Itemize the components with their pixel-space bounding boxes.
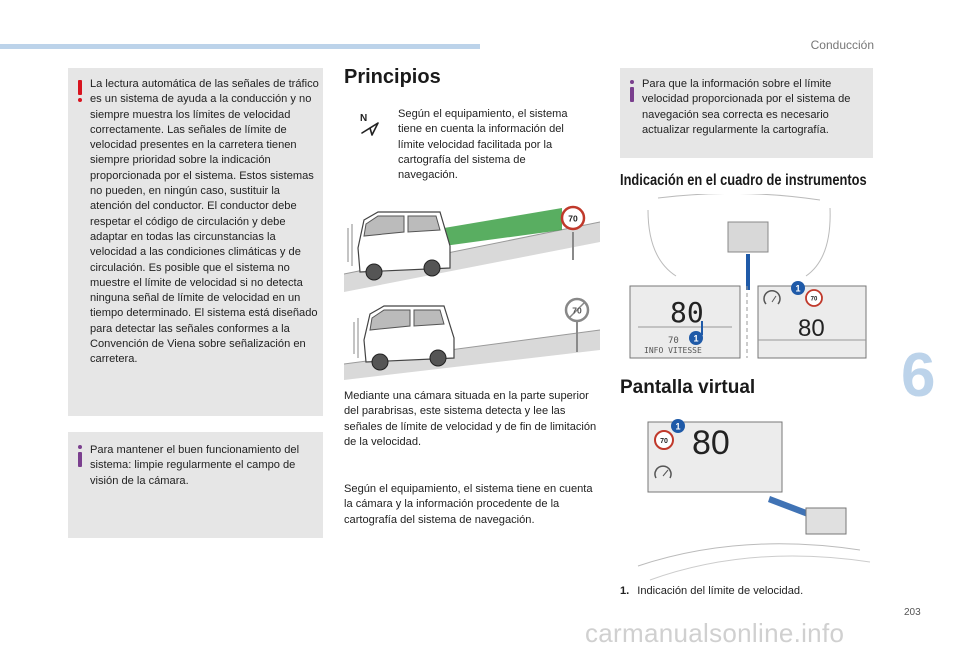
header-bar xyxy=(0,44,480,49)
warning-icon-dot xyxy=(78,98,82,102)
watermark: carmanualsonline.info xyxy=(585,618,845,648)
legend-text: Indicación del límite de velocidad. xyxy=(637,585,804,597)
heading-principios: Principios xyxy=(344,66,441,88)
svg-text:1: 1 xyxy=(675,421,681,432)
info-icon-2 xyxy=(630,87,634,102)
svg-text:70: 70 xyxy=(668,336,679,346)
info-box-camera xyxy=(68,432,323,538)
virtual-display-illustration xyxy=(620,416,875,584)
svg-text:70: 70 xyxy=(810,296,818,303)
svg-text:80: 80 xyxy=(670,296,704,329)
heading-virtual: Pantalla virtual xyxy=(620,377,756,398)
warning-box xyxy=(68,68,323,416)
legend-number: 1. xyxy=(620,585,630,597)
sign-value: 70 xyxy=(568,213,578,224)
info-icon-dot-2 xyxy=(630,80,634,84)
heading-cluster: Indicación en el cuadro de instrumentos xyxy=(620,172,867,189)
page-number: 203 xyxy=(904,607,921,618)
van-illustration-bottom xyxy=(344,294,600,380)
info-text-cartography: Para que la información sobre el límite velocidad proporcionada por el sistema de navegación sea correcta es necesario actualizar regularmente la cartografía. xyxy=(642,78,851,136)
warning-text: La lectura automática de las señales de tráfico es un sistema de ayuda a la conducción y no siempre muestra los límites de velocidad correctamente. Las señales de límite de velocidad presentes en la carretera tienen siempre prioridad sobre la indicación proporcionada por el sistema. Estos sistemas no pueden, en ningún caso, sustituir la atención del conductor. El conductor debe respetar el código de circulación y debe adaptar en todas las circunstancias la velocidad a las condiciones climáticas y de circulación. Es posible que el sistema no muestre el límite de velocidad si no detecta ninguna señal de límite de velocidad en un tiempo determinado. El sistema está diseñado para detectar las señales conformes a la Convención de Viena sobre señalización en carretera. xyxy=(90,78,319,366)
camera-text: Mediante una cámara situada en la parte superior del parabrisas, este sistema detecta y lee las señales de límite de velocidad y de fin de limitación de la velocidad. xyxy=(344,390,597,448)
warning-icon xyxy=(78,80,82,95)
svg-text:1: 1 xyxy=(795,283,801,294)
nav-text: Según el equipamiento, el sistema tiene en cuenta la información del límite velocidad facilitada por la cartografía del sistema de navegación. xyxy=(398,108,568,182)
info-text-camera: Para mantener el buen funcionamiento del sistema: limpie regularmente el campo de visión de la cámara. xyxy=(90,444,300,487)
navigation-icon xyxy=(358,111,382,137)
svg-text:N: N xyxy=(360,113,368,124)
instrument-cluster-illustration xyxy=(620,194,875,362)
legend-item xyxy=(620,584,875,599)
section-title: Conducción xyxy=(810,38,874,52)
svg-text:80: 80 xyxy=(692,424,730,462)
info-icon-dot xyxy=(78,445,82,449)
van-illustration-top xyxy=(344,198,600,292)
chapter-number: 6 xyxy=(901,341,936,410)
info-box-cartography xyxy=(620,68,873,158)
end-sign-value: 70 xyxy=(572,305,582,316)
svg-text:70: 70 xyxy=(660,438,668,445)
svg-text:1: 1 xyxy=(693,333,699,344)
svg-text:INFO VITESSE: INFO VITESSE xyxy=(644,346,702,355)
svg-text:80: 80 xyxy=(798,315,825,342)
combined-text: Según el equipamiento, el sistema tiene en cuenta la cámara y la información procedente de la cartografía del sistema de navegación. xyxy=(344,483,593,526)
info-icon xyxy=(78,452,82,467)
